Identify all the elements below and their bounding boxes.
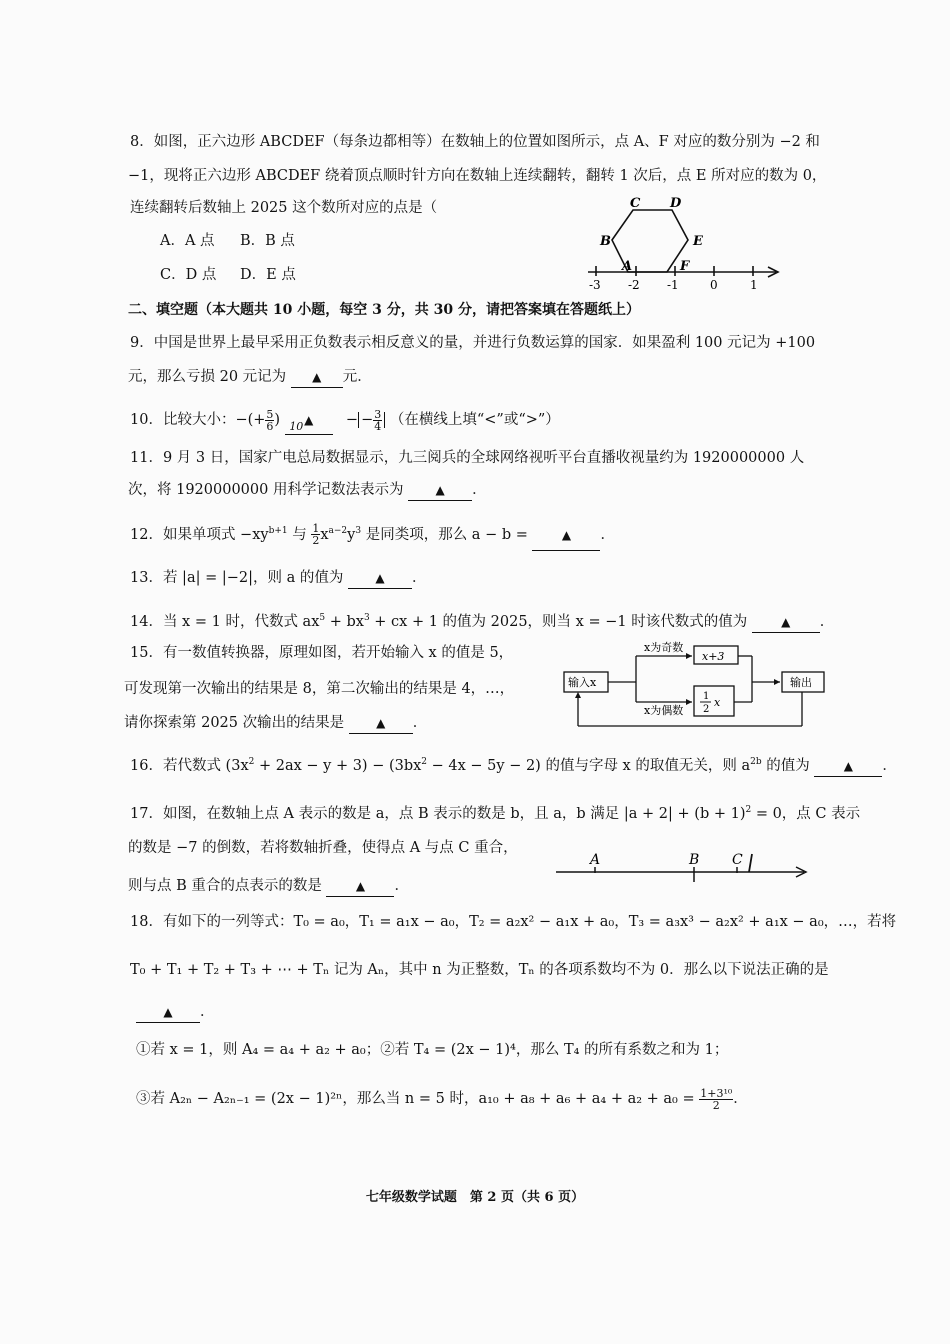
even-condition-label: x为偶数 — [644, 704, 684, 717]
q18-statement-3: ③若 A₂ₙ − A₂ₙ₋₁ = (2x − 1)²ⁿ，那么当 n = 5 时，a₁₀ + a₈ + a₆ + a₄ + a₂ + a₀ = $\frac{\text{1+3¹⁰}}{2}$ ． — [136, 1086, 748, 1112]
answer-blank: ▲ — [348, 568, 412, 589]
answer-blank: ▲ — [532, 520, 600, 551]
answer-blank: ▲ — [814, 756, 882, 777]
output-label: 输出 — [790, 676, 812, 689]
answer-blank: ▲ — [291, 367, 343, 388]
q11-line2: 次，将 1920000000 用科学记数法表示为 ▲ ． — [128, 480, 487, 501]
q14-line: 14．当 x = 1 时，代数式 $ax^5 + bx^3$ + cx + 1 的值为 2025，则当 x = −1 时该代数式的值为 ▲ ． — [130, 608, 834, 633]
q17-line2: 的数是 −7 的倒数，若将数轴折叠，使得点 A 与点 C 重合， — [128, 840, 518, 856]
section-heading: 二、填空题（本大题共 10 小题，每空 3 分，共 30 分，请把答案填在答题纸上） — [128, 302, 640, 318]
vertex-e-label: E — [693, 234, 703, 249]
point-a-label: A — [590, 852, 601, 868]
vertex-f-label: F — [680, 259, 690, 274]
even-fraction-numerator: 1 — [703, 691, 710, 702]
answer-blank: ▲ — [408, 480, 472, 501]
q8-option-d: D．E 点 — [240, 267, 296, 283]
page-footer: 七年级数学试题 第 2 页（共 6 页） — [365, 1190, 585, 1205]
q8-option-c: C．D 点 — [160, 267, 217, 283]
handwritten-note: 10 — [289, 420, 304, 433]
q12-line: 12．如果单项式 $-xy^{b+1}$ 与 $\frac{1}{2}$ $x^{a-2}y^3$ 是同类项，那么 a − b = ▲ ． — [130, 516, 615, 551]
q8-line3: 连续翻转后数轴上 2025 这个数所对应的点是（ — [130, 200, 438, 216]
vertex-a-label: A — [622, 259, 633, 274]
tick-label: -2 — [628, 278, 640, 292]
q8-line1: 8．如图，正六边形 ABCDEF（每条边都相等）在数轴上的位置如图所示，点 A、F 对应的数分别为 −2 和 — [130, 134, 820, 150]
q15-line2: 可发现第一次输出的结果是 8，第二次输出的结果是 4，…， — [124, 681, 515, 697]
point-c-label: C — [732, 852, 743, 868]
point-b-label: B — [689, 852, 700, 868]
q18-line1: 18．有如下的一列等式：T₀ = a₀，T₁ = a₁x − a₀，T₂ = a₂x² − a₁x + a₀，T₃ = a₃x³ − a₂x² + a₁x − a₀，…，若将 — [130, 914, 897, 930]
even-fraction-variable: x — [714, 696, 721, 709]
number-converter-diagram — [556, 636, 828, 732]
vertex-c-label: C — [630, 196, 641, 211]
q16-line: 16．若代数式 $(3x^2 + 2ax - y + 3) - (3bx^2 - 4x - 5y - 2)$ 的值与字母 x 的取值无关，则 $a^{2b}$ 的值为 ▲ ． — [130, 752, 897, 777]
answer-blank: ▲ — [349, 713, 413, 734]
answer-blank: ▲ — [285, 406, 333, 435]
q18-line2: T₀ + T₁ + T₂ + T₃ + ⋯ + Tₙ 记为 Aₙ，其中 n 为正整数，Tₙ 的各项系数均不为 0．那么以下说法正确的是 — [130, 962, 829, 978]
odd-operation-label: x+3 — [702, 650, 725, 663]
vertex-b-label: B — [600, 234, 611, 249]
q17-line1: 17．如图，在数轴上点 A 表示的数是 a，点 B 表示的数是 b，且 a，b 满足 $|a + 2| + (b + 1)^2 = 0$，点 C 表示 — [130, 805, 861, 822]
tick-label: -3 — [589, 278, 601, 292]
q13-line: 13．若 |a| = |−2|，则 a 的值为 ▲ ． — [130, 568, 426, 589]
q9-line2: 元，那么亏损 20 元记为 ▲ 元． — [128, 367, 372, 388]
q10-line: 10．比较大小：−(+ $\frac{5}{6}$ ) ▲ $_{10}$ − − $\frac{3}{4}$ （在横线上填“<”或“>”） — [130, 407, 560, 433]
vertex-d-label: D — [670, 196, 682, 211]
q8-line2: −1，现将正六边形 ABCDEF 绕着顶点顺时针方向在数轴上连续翻转，翻转 1 次后，点 E 所对应的数为 0， — [128, 168, 827, 184]
q15-line1: 15．有一数值转换器，原理如图，若开始输入 x 的值是 5， — [130, 645, 514, 661]
q8-option-a: A．A 点 — [160, 233, 215, 249]
q8-option-b: B．B 点 — [240, 233, 295, 249]
q9-line1: 9．中国是世界上最早采用正负数表示相反意义的量，并进行负数运算的国家．如果盈利 100 元记为 +100 — [130, 335, 816, 351]
tick-label: 0 — [710, 278, 718, 292]
tick-label: 1 — [750, 278, 758, 292]
answer-blank: ▲ — [136, 1002, 200, 1023]
even-fraction-denominator: 2 — [703, 704, 710, 715]
q11-line1: 11．9 月 3 日，国家广电总局数据显示，九三阅兵的全球网络视听平台直播收视量约为 1920000000 人 — [130, 450, 805, 466]
input-label: 输入x — [568, 676, 597, 689]
q15-line3: 请你探索第 2025 次输出的结果是 ▲ ． — [124, 713, 427, 734]
fold-number-line-figure — [552, 846, 814, 890]
odd-condition-label: x为奇数 — [644, 641, 684, 654]
answer-blank: ▲ — [326, 876, 394, 897]
q18-line3: ▲ ． — [136, 1002, 215, 1023]
q18-statement-1-2: ①若 x = 1，则 A₄ = a₄ + a₂ + a₀；②若 T₄ = (2x − 1)⁴，那么 T₄ 的所有系数之和为 1； — [136, 1042, 729, 1058]
hexagon-number-line-figure — [580, 192, 790, 294]
q17-line3: 则与点 B 重合的点表示的数是 ▲ ． — [128, 876, 409, 897]
answer-blank: ▲ — [752, 612, 820, 633]
tick-label: -1 — [667, 278, 679, 292]
